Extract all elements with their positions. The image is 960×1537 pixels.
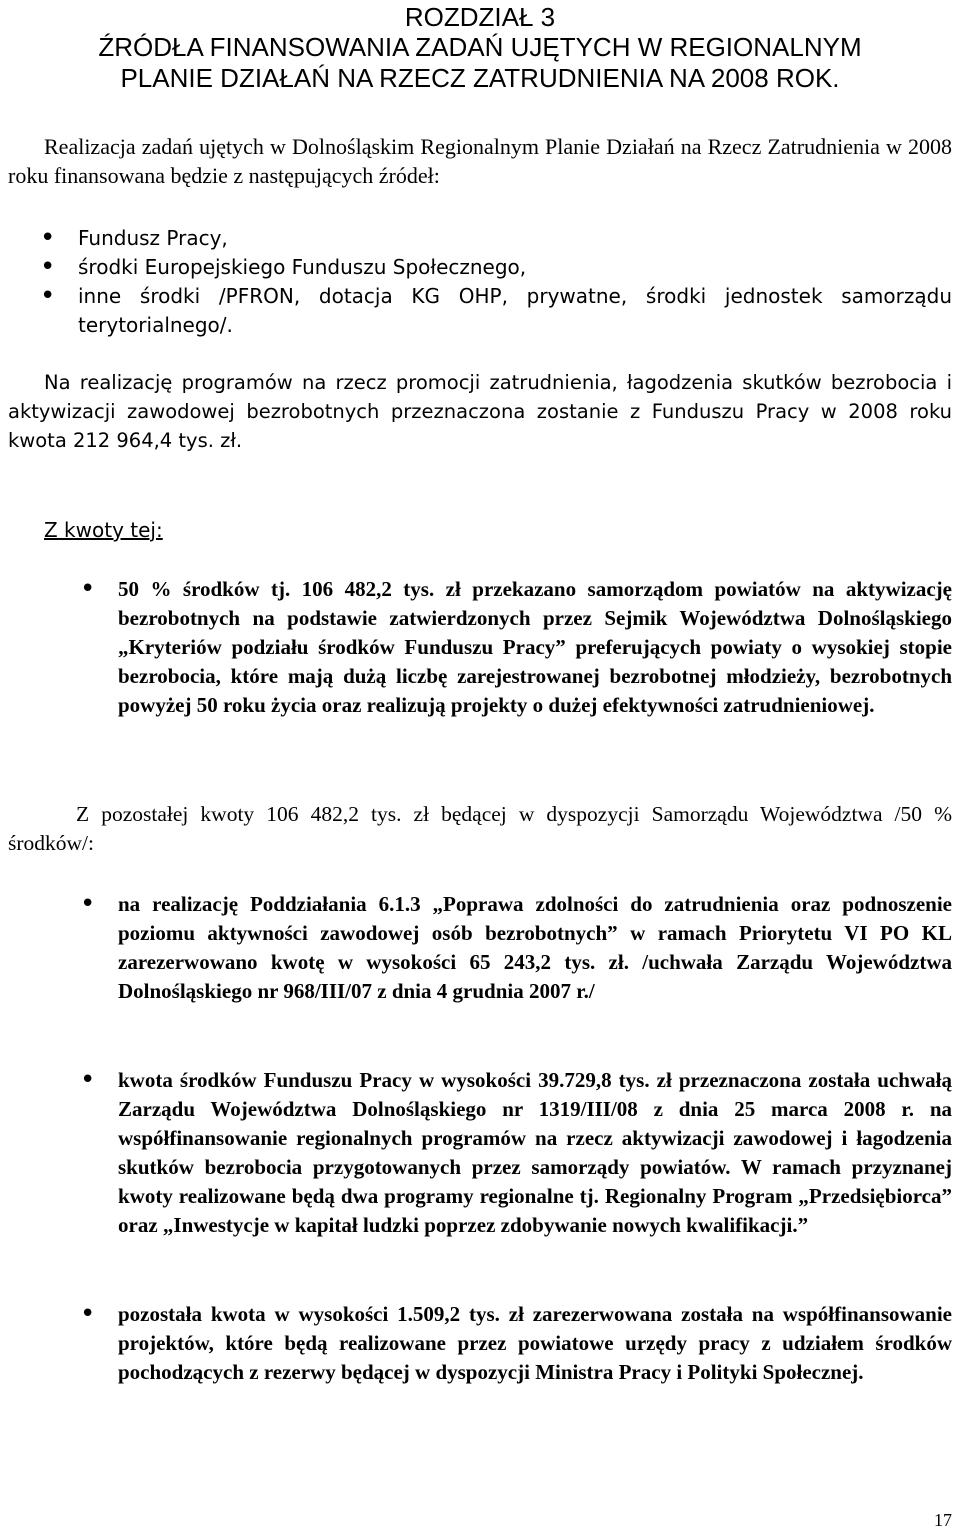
source-item: środki Europejskiego Funduszu Społecznego, bbox=[78, 255, 527, 279]
chapter-label: ROZDZIAŁ 3 bbox=[404, 2, 556, 32]
source-item: inne środki /PFRON, dotacja KG OHP, prywatne, środki jednostek samorządu terytorialnego/. bbox=[78, 284, 952, 337]
remaining-item: na realizację Poddziałania 6.1.3 „Poprawa zdolności do zatrudnienia oraz podnoszenie poziomu aktywności zawodowej osób bezrobotnych” w ramach Priorytetu VI PO KL zarezerwowano kwotę w wysokości 65 243,2 tys. zł. /uchwała Zarządu Województwa Dolnośląskiego nr 968/III/07 z dnia 4 grudnia 2007 r./ bbox=[118, 892, 952, 1003]
intro-paragraph: Realizacja zadań ujętych w Dolnośląskim Regionalnym Planie Działań na Rzecz Zatrudnienia w 2008 roku finansowana będzie z następujących źródeł: bbox=[8, 134, 952, 188]
bullet-icon: • bbox=[40, 252, 56, 282]
source-item: Fundusz Pracy, bbox=[78, 226, 228, 250]
bullet-icon: • bbox=[80, 889, 96, 919]
subheading: Z kwoty tej: bbox=[44, 518, 163, 542]
fund-paragraph: Na realizację programów na rzecz promocji zatrudnienia, łagodzenia skutków bezrobocia i aktywizacji zawodowej bezrobotnych przeznaczona zostanie z Funduszu Pracy w 2008 roku kwota 212 964,4 tys. zł. bbox=[8, 371, 952, 452]
chapter-title-line-1: ŹRÓDŁA FINANSOWANIA ZADAŃ UJĘTYCH W REGIONALNYM bbox=[98, 32, 862, 62]
bullet-icon: • bbox=[80, 1299, 96, 1329]
remaining-item: pozostała kwota w wysokości 1.509,2 tys. zł zarezerwowana została na współfinansowanie projektów, które będą realizowane przez powiatowe urzędy pracy z udziałem środków pochodzących z rezerwy będącej w dyspozycji Ministra Pracy i Polityki Społecznej. bbox=[118, 1302, 952, 1384]
allocation-item: 50 % środków tj. 106 482,2 tys. zł przekazano samorządom powiatów na aktywizację bezrobotnych na podstawie zatwierdzonych przez Sejmik Województwa Dolnośląskiego „Kryteriów podziału środków Funduszu Pracy” preferujących powiaty o wysokiej stopie bezrobocia, które mają dużą liczbę zarejestrowanej bezrobotnej młodzieży, bezrobotnych powyżej 50 roku życia oraz realizują projekty o dużej efektywności zatrudnieniowej. bbox=[118, 577, 952, 717]
remaining-paragraph: Z pozostałej kwoty 106 482,2 tys. zł będącej w dyspozycji Samorządu Województwa /50 % środków/: bbox=[8, 802, 952, 855]
bullet-icon: • bbox=[80, 1065, 96, 1095]
bullet-icon: • bbox=[40, 281, 56, 311]
bullet-icon: • bbox=[40, 223, 56, 253]
remaining-item: kwota środków Funduszu Pracy w wysokości 39.729,8 tys. zł przeznaczona została uchwałą Zarządu Województwa Dolnośląskiego nr 1319/III/08 z dnia 25 marca 2008 r. na współfinansowanie regionalnych programów na rzecz aktywizacji zawodowej i łagodzenia skutków bezrobocia przygotowanych przez samorządy powiatów. W ramach przyznanej kwoty realizowane będą dwa programy regionalne tj. Regionalny Program „Przedsiębiorca” oraz „Inwestycje w kapitał ludzki poprzez zdobywanie nowych kwalifikacji.” bbox=[118, 1068, 952, 1237]
chapter-title-line-2: PLANIE DZIAŁAŃ NA RZECZ ZATRUDNIENIA NA 2008 ROK. bbox=[120, 63, 840, 93]
bullet-icon: • bbox=[80, 574, 96, 604]
page-number: 17 bbox=[934, 1510, 952, 1530]
